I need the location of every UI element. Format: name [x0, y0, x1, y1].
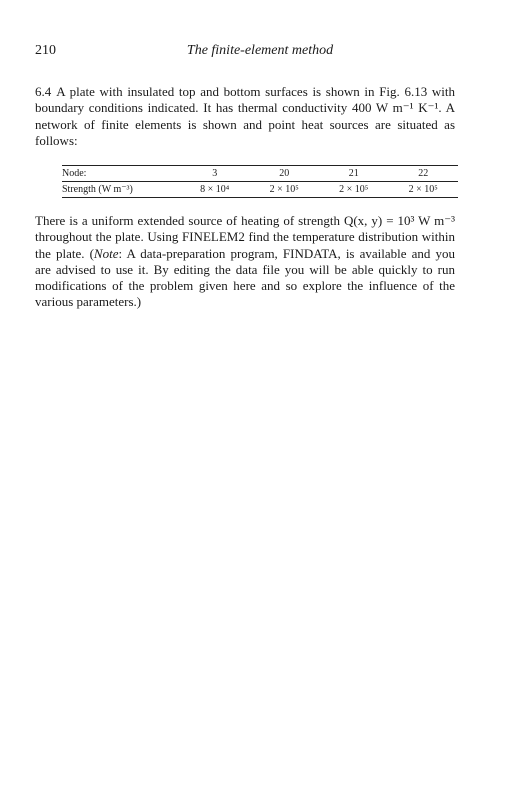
running-head — [35, 43, 485, 61]
paragraph-text: There is a uniform extended source of heating of strength Q(x, y) = 10³ W m⁻³ throughout the plate. Using FINELEM2 find the temperature distribution within the plate. ( — [35, 213, 455, 261]
table-cell-strength: 2 × 10⁵ — [339, 184, 369, 195]
running-title: The finite-element method — [186, 43, 334, 58]
page-number: 210 — [35, 43, 56, 58]
heat-source-table-grid — [62, 166, 458, 197]
note-label: Note — [93, 245, 119, 261]
table-row-label: Node: — [62, 166, 180, 182]
problem-number: 6.4 — [35, 84, 52, 99]
paragraph-text: : A data-preparation program, FINDATA, is available and you are advised to use it. By editing the data file you will be able quickly to run modifications of the problem given here and so explore the influence of the various parameters.) — [35, 245, 455, 310]
table-cell-strength: 2 × 10⁵ — [408, 184, 438, 195]
problem-text: A plate with insulated top and bottom surfaces is shown in Fig. 6.13 with boundary conditions indicated. It has thermal conductivity 400 W m⁻¹ K⁻¹. A network of finite elements is shown and point heat sources are situated as follows: — [35, 84, 455, 148]
table-cell-strength: 2 × 10⁵ — [269, 184, 299, 195]
table-row-nodes — [62, 166, 458, 182]
table-cell-node: 3 — [180, 166, 250, 182]
table-cell-node: 21 — [319, 166, 389, 182]
table-row-strengths — [62, 182, 458, 198]
table-cell-strength: 8 × 10⁴ — [200, 184, 230, 195]
table-cell-node: 20 — [250, 166, 320, 182]
table-row-label: Strength (W m⁻³) — [62, 184, 133, 195]
paragraph-instructions — [35, 213, 455, 311]
problem-statement — [35, 84, 455, 149]
heat-source-table — [62, 165, 458, 198]
table-cell-node: 22 — [389, 166, 459, 182]
